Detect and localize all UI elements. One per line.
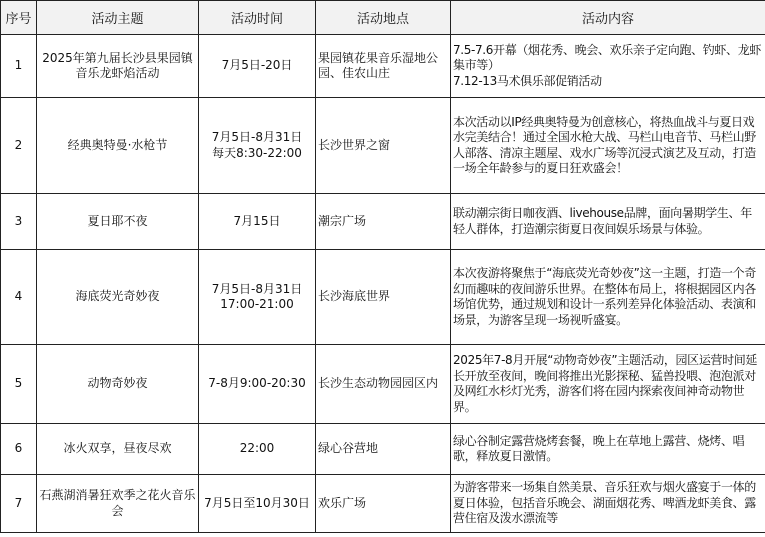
cell-time: 7月5日-8月31日 每天8:30-22:00 xyxy=(199,98,316,194)
cell-time: 7月15日 xyxy=(199,194,316,250)
cell-time: 7-8月9:00-20:30 xyxy=(199,345,316,424)
table-row xyxy=(1,194,765,250)
table-row xyxy=(1,98,765,194)
cell-index: 4 xyxy=(1,250,37,345)
table-row xyxy=(1,424,765,475)
table-header-row xyxy=(1,1,765,35)
table-row xyxy=(1,250,765,345)
cell-location: 长沙海底世界 xyxy=(316,250,451,345)
cell-theme: 动物奇妙夜 xyxy=(37,345,199,424)
header-theme: 活动主题 xyxy=(37,1,199,35)
cell-index: 3 xyxy=(1,194,37,250)
cell-theme: 夏日耶不夜 xyxy=(37,194,199,250)
cell-content: 2025年7-8月开展“动物奇妙夜”主题活动，园区运营时间延长开放至夜间，晚间将推出光影探秘、猛兽投喂、泡泡派对及网红水杉灯光秀，游客们将在园内探索夜间神奇动物世界。 xyxy=(451,345,765,424)
cell-location: 潮宗广场 xyxy=(316,194,451,250)
cell-content: 本次活动以IP经典奥特曼为创意核心，将热血战斗与夏日戏水完美结合！通过全国水枪大战、马栏山电音节、马栏山野人部落、清凉主题屋、戏水广场等沉浸式演艺及互动，打造一场全年龄参与的夏日狂欢盛会！ xyxy=(451,98,765,194)
cell-index: 6 xyxy=(1,424,37,475)
cell-index: 2 xyxy=(1,98,37,194)
cell-location: 果园镇花果音乐湿地公园、佳农山庄 xyxy=(316,35,451,98)
cell-theme: 2025年第九届长沙县果园镇音乐龙虾焰活动 xyxy=(37,35,199,98)
header-time: 活动时间 xyxy=(199,1,316,35)
cell-time: 7月5日至10月30日 xyxy=(199,475,316,533)
cell-theme: 石燕湖消暑狂欢季之花火音乐会 xyxy=(37,475,199,533)
cell-location: 长沙世界之窗 xyxy=(316,98,451,194)
cell-content: 本次夜游将聚焦于“海底荧光奇妙夜”这一主题，打造一个奇幻而趣味的夜间游乐世界。在整体布局上，将根据园区内各场馆优势，通过规划和设计一系列差异化体验活动、表演和场景，为游客呈现一场视听盛宴。 xyxy=(451,250,765,345)
cell-content: 联动潮宗街日咖夜酒、livehouse品牌，面向暑期学生、年轻人群体，打造潮宗街夏日夜间娱乐场景与体验。 xyxy=(451,194,765,250)
header-index: 序号 xyxy=(1,1,37,35)
cell-content: 7.5-7.6开幕（烟花秀、晚会、欢乐亲子定向跑、钓虾、龙虾集市等） 7.12-13马术俱乐部促销活动 xyxy=(451,35,765,98)
cell-theme: 海底荧光奇妙夜 xyxy=(37,250,199,345)
cell-theme: 经典奥特曼·水枪节 xyxy=(37,98,199,194)
table-row xyxy=(1,475,765,533)
cell-location: 长沙生态动物园园区内 xyxy=(316,345,451,424)
cell-location: 欢乐广场 xyxy=(316,475,451,533)
cell-index: 1 xyxy=(1,35,37,98)
table-row xyxy=(1,35,765,98)
cell-index: 7 xyxy=(1,475,37,533)
cell-content: 绿心谷制定露营烧烤套餐，晚上在草地上露营、烧烤、唱歌，释放夏日激情。 xyxy=(451,424,765,475)
cell-time: 22:00 xyxy=(199,424,316,475)
table-row xyxy=(1,345,765,424)
cell-content: 为游客带来一场集自然美景、音乐狂欢与烟火盛宴于一体的夏日体验，包括音乐晚会、湖面烟花秀、啤酒龙虾美食、露营住宿及泼水漂流等 xyxy=(451,475,765,533)
cell-time: 7月5日-20日 xyxy=(199,35,316,98)
cell-time: 7月5日-8月31日 17:00-21:00 xyxy=(199,250,316,345)
header-location: 活动地点 xyxy=(316,1,451,35)
cell-location: 绿心谷营地 xyxy=(316,424,451,475)
cell-theme: 冰火双享，昼夜尽欢 xyxy=(37,424,199,475)
header-content: 活动内容 xyxy=(451,1,765,35)
cell-index: 5 xyxy=(1,345,37,424)
